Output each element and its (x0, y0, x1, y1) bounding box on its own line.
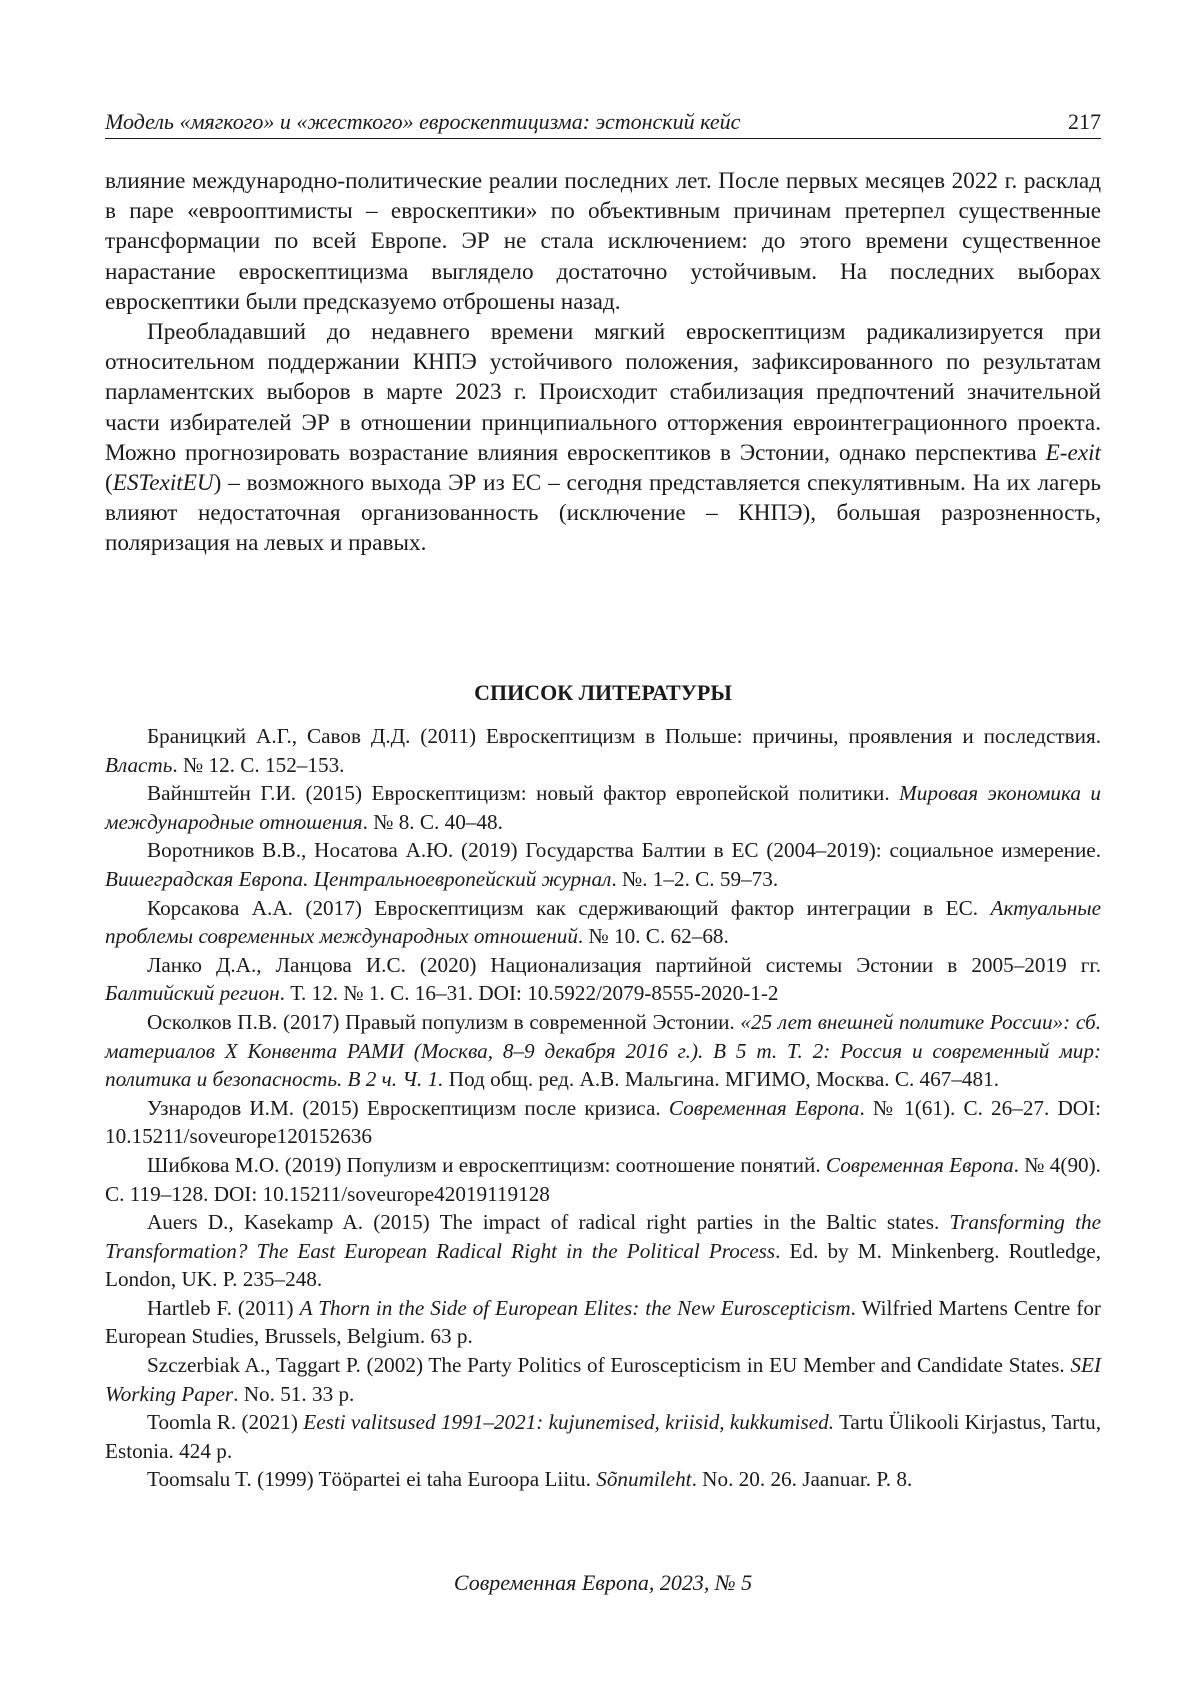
journal-footer: Современная Европа, 2023, № 5 (453, 1570, 753, 1595)
reference-item (105, 1094, 1101, 1151)
reference-source: «25 лет внешней политике России»: сб. материалов X Конвента РАМИ (Москва, 8–9 декабря 2016 г.). В 5 т. Т. 2: Россия и современный мир: политика и безопасность. В 2 ч. Ч. 1. (105, 1009, 1101, 1092)
reference-details: . No. 20. 26. Jaanuar. P. 8. (691, 1467, 913, 1492)
reference-item (105, 1151, 1101, 1208)
reference-details: . No. 51. 33 p. (233, 1381, 355, 1406)
running-title: Модель «мягкого» и «жесткого» евроскептицизма: эстонский кейс (105, 109, 741, 134)
reference-source: Мировая экономика и международные отношения (105, 781, 1102, 834)
reference-text: Вайнштейн Г.И. (2015) Евроскептицизм: новый фактор европейской политики. (147, 781, 900, 806)
reference-text: Воротников В.В., Носатова А.Ю. (2019) Государства Балтии в ЕС (2004–2019): социальное измерение. (147, 838, 1101, 863)
reference-source: A Thorn in the Side of European Elites: the New Euroscepticism (299, 1295, 851, 1320)
reference-details: Под общ. ред. А.В. Мальгина. МГИМО, Москва. С. 467–481. (443, 1067, 1000, 1092)
reference-item (105, 1351, 1101, 1408)
reference-source: Балтийский регион (105, 981, 280, 1006)
reference-text: Hartleb F. (2011) (147, 1295, 300, 1320)
body-text (105, 166, 1101, 559)
reference-text: Корсакова А.А. (2017) Евроскептицизм как сдерживающий фактор интеграции в ЕС. (147, 895, 991, 920)
reference-text: Ланко Д.А., Ланцова И.С. (2020) Национализация партийной системы Эстонии в 2005–2019 гг. (147, 952, 1101, 977)
reference-details: Tartu Ülikooli Kirjastus, Tartu, Estonia. 424 p. (105, 1410, 1102, 1463)
reference-source: Вишеградская Европа. Центральноевропейский журнал (105, 866, 612, 891)
references-list (105, 722, 1101, 1494)
paragraph-2-text-2: ( (105, 470, 113, 497)
reference-details: . Т. 12. № 1. С. 16–31. DOI: 10.5922/2079-8555-2020-1-2 (279, 981, 779, 1006)
references-heading: СПИСОК ЛИТЕРАТУРЫ (474, 680, 732, 705)
reference-item (105, 951, 1101, 1008)
paragraph-2-italic-2: ESTexitEU (112, 470, 214, 497)
paragraph-2 (105, 317, 1101, 559)
reference-text: Осколков П.В. (2017) Правый популизм в современной Эстонии. (147, 1009, 741, 1034)
reference-item (105, 1408, 1101, 1465)
reference-text: Auers D., Kasekamp A. (2015) The impact of radical right parties in the Baltic states. (147, 1210, 950, 1235)
reference-item (105, 1008, 1101, 1094)
reference-text: Toomla R. (2021) (147, 1410, 304, 1435)
reference-item (105, 779, 1101, 836)
paragraph-2-text-3: ) – возможного выхода ЭР из ЕС – сегодня представляется спекулятивным. На их лагерь влияют недостаточная организованность (исключение – КНПЭ), большая разрозненность, поляризация на левых и правых. (105, 470, 1101, 557)
reference-source: SEI Working Paper (105, 1353, 1101, 1406)
reference-details: . Ed. by M. Minkenberg. Routledge, London, UK. P. 235–248. (105, 1238, 1101, 1292)
reference-details: . № 4(90). С. 119–128. DOI: 10.15211/soveurope42019119128 (105, 1152, 1101, 1206)
reference-source: Современная Европа (668, 1095, 860, 1120)
page-number: 217 (1068, 109, 1101, 134)
reference-source: Власть (105, 752, 173, 777)
reference-details: . №. 1–2. С. 59–73. (611, 866, 779, 891)
reference-details: . № 10. С. 62–68. (577, 924, 729, 949)
reference-text: Браницкий А.Г., Савов Д.Д. (2011) Евроскептицизм в Польше: причины, проявления и последствия. (147, 724, 1101, 748)
reference-source: Transforming the Transformation? The East European Radical Right in the Political Process (105, 1210, 1101, 1263)
reference-item (105, 722, 1101, 779)
reference-details: . Wilfried Martens Centre for European Studies, Brussels, Belgium. 63 p. (105, 1295, 1101, 1349)
paragraph-1: влияние международно-политические реалии последних лет. После первых месяцев 2022 г. расклад в паре «еврооптимисты – евроскептики» по объективным причинам претерпел существенные трансформации по всей Европе. ЭР не стала исключением: до этого времени существенное нарастание евроскептицизма выглядело достаточно устойчивым. На последних выборах евроскептики были предсказуемо отброшены назад. (105, 168, 1101, 315)
reference-text: Szczerbiak A., Taggart P. (2002) The Party Politics of Euroscepticism in EU Member and Candidate States. (147, 1353, 1071, 1378)
reference-text: Шибкова М.О. (2019) Популизм и евроскептицизм: соотношение понятий. (147, 1152, 826, 1177)
reference-item (105, 1294, 1101, 1351)
reference-item (105, 836, 1101, 893)
running-header (105, 104, 1101, 139)
reference-details: . № 1(61). С. 26–27. DOI: 10.15211/soveurope120152636 (105, 1095, 1102, 1149)
reference-details: . № 8. С. 40–48. (362, 809, 503, 834)
reference-text: Узнародов И.М. (2015) Евроскептицизм после кризиса. (147, 1095, 669, 1120)
reference-text: Toomsalu T. (1999) Tööpartei ei taha Euroopa Liitu. (147, 1467, 597, 1492)
reference-item (105, 894, 1101, 951)
reference-details: . № 12. С. 152–153. (172, 752, 345, 777)
reference-item (105, 1465, 1101, 1494)
paragraph-2-italic-1: E-exit (1045, 439, 1101, 466)
reference-source: Актуальные проблемы современных международных отношений (105, 895, 1101, 949)
reference-source: Sõnumileht (596, 1467, 692, 1492)
paragraph-2-text-1: Преобладавший до недавнего времени мягкий евроскептицизм радикализируется при относительном поддержании КНПЭ устойчивого положения, зафиксированного по результатам парламентских выборов в марте 2023 г. Происходит стабилизация предпочтений значительной части избирателей ЭР в отношении принципиального отторжения евроинтеграционного проекта. Можно прогнозировать возрастание влияния евроскептиков в Эстонии, однако перспектива (105, 319, 1101, 466)
reference-source: Eesti valitsused 1991–2021: kujunemised, kriisid, kukkumised. (303, 1410, 835, 1435)
reference-source: Современная Европа (825, 1152, 1014, 1177)
reference-item (105, 1208, 1101, 1294)
